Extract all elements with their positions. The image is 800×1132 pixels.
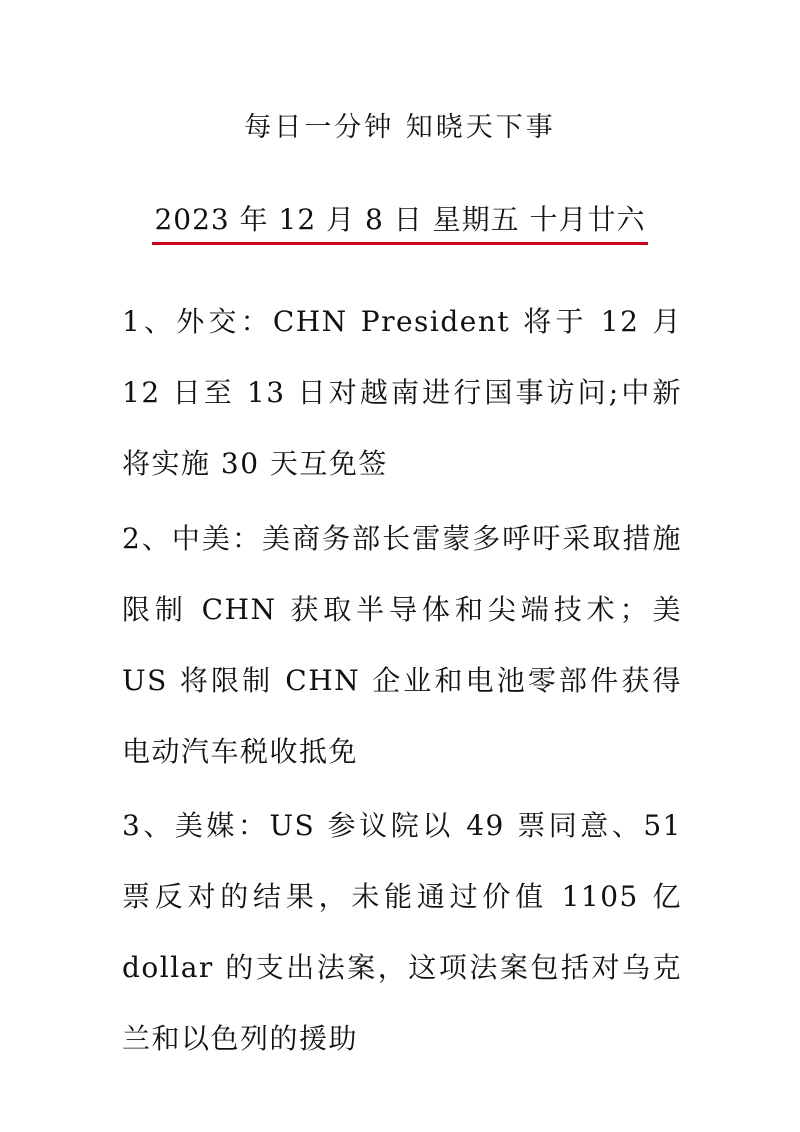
- date-text: 2023 年 12 月 8 日 星期五 十月廿六: [152, 200, 647, 245]
- news-item-1: 1、外交：CHN President 将于 12 月 12 日至 13 日对越南进行国事访问;中新将实施 30 天互免签: [122, 305, 682, 480]
- news-item-2: 2、中美：美商务部长雷蒙多呼吁采取措施限制 CHN 获取半导体和尖端技术；美 US 将限制 CHN 企业和电池零部件获得电动汽车税收抵免: [122, 522, 682, 768]
- page-title: 每日一分钟 知晓天下事: [244, 112, 556, 143]
- news-item-3: 3、美媒：US 参议院以 49 票同意、51 票反对的结果，未能通过价值 1105 亿 dollar 的支出法案，这项法案包括对乌克兰和以色列的援助: [122, 809, 682, 1055]
- date-line: [0, 200, 800, 245]
